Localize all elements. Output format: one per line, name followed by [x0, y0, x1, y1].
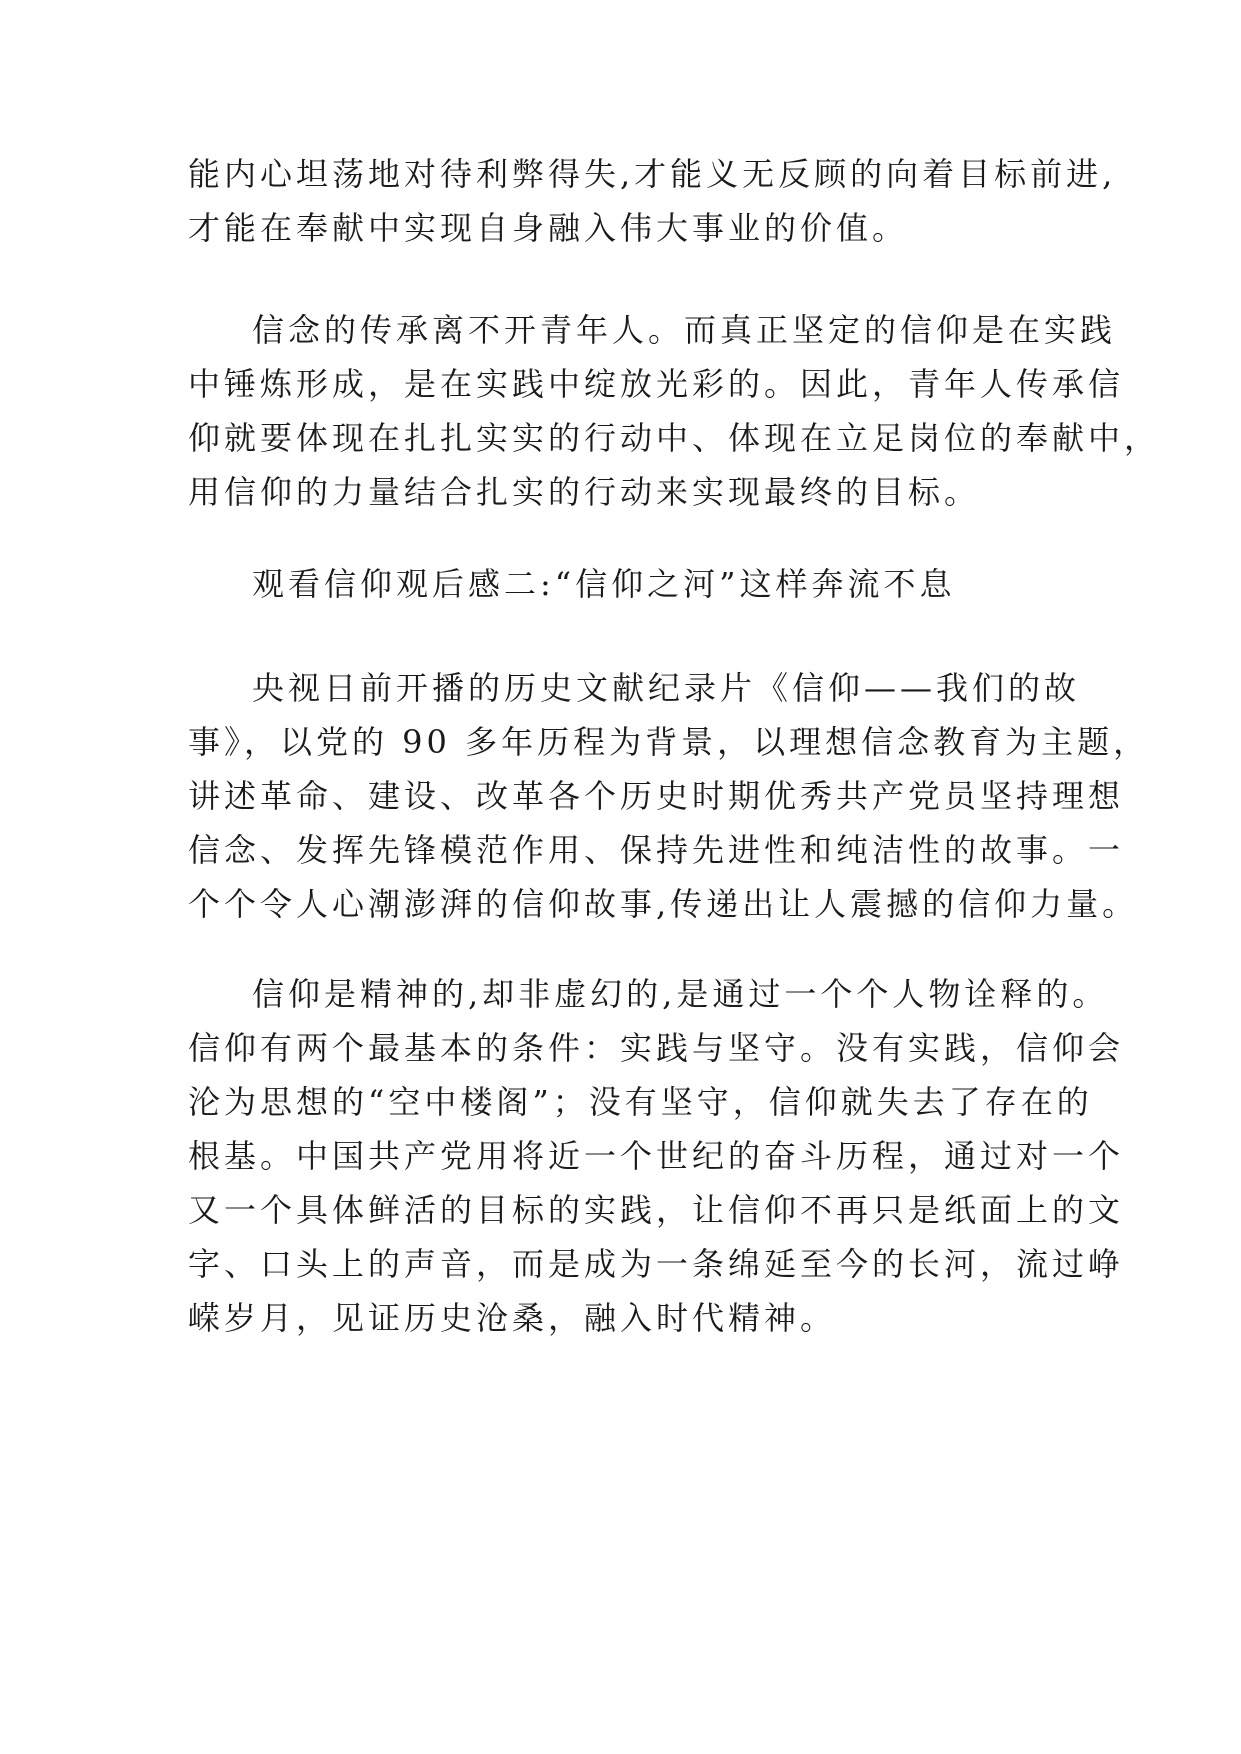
paragraph-line: 央视日前开播的历史文献纪录片《信仰——我们的故: [252, 669, 1081, 707]
paragraph-line: 信仰有两个最基本的条件：实践与坚守。没有实践，信仰会: [188, 1029, 1125, 1067]
paragraph-4: [188, 967, 1125, 1345]
paragraph-2: [188, 303, 1161, 519]
paragraph-line: 信念的传承离不开青年人。而真正坚定的信仰是在实践: [252, 311, 1117, 349]
paragraph-line: 信仰是精神的,却非虚幻的,是通过一个个人物诠释的。: [252, 975, 1109, 1013]
paragraph-line: 中锤炼形成，是在实践中绽放光彩的。因此，青年人传承信: [188, 365, 1125, 403]
paragraph-line: 又一个具体鲜活的目标的实践，让信仰不再只是纸面上的文: [188, 1191, 1125, 1229]
paragraph-line: 用信仰的力量结合扎实的行动来实现最终的目标。: [188, 473, 981, 511]
paragraph-line: 讲述革命、建设、改革各个历史时期优秀共产党员坚持理想: [188, 777, 1125, 815]
paragraph-1: [188, 147, 1117, 255]
paragraph-3: [188, 661, 1150, 931]
paragraph-line: 信念、发挥先锋模范作用、保持先进性和纯洁性的故事。一: [188, 831, 1125, 869]
paragraph-line: 事》，以党的 90 多年历程为背景，以理想信念教育为主题，: [188, 723, 1150, 761]
paragraph-line: 根基。中国共产党用将近一个世纪的奋斗历程，通过对一个: [188, 1137, 1125, 1175]
paragraph-line: 能内心坦荡地对待利弊得失,才能义无反顾的向着目标前进,: [188, 155, 1117, 193]
section-heading: [188, 557, 1058, 611]
paragraph-line: 字、口头上的声音，而是成为一条绵延至今的长河，流过峥: [188, 1245, 1125, 1283]
section-heading-text: 观看信仰观后感二:“信仰之河”这样奔流不息: [252, 565, 956, 603]
paragraph-line: 沦为思想的“空中楼阁”；没有坚守，信仰就失去了存在的: [188, 1083, 1093, 1121]
paragraph-line: 嵘岁月，见证历史沧桑，融入时代精神。: [188, 1299, 837, 1337]
paragraph-line: 才能在奉献中实现自身融入伟大事业的价值。: [188, 209, 909, 247]
paragraph-line: 个个令人心潮澎湃的信仰故事,传递出让人震撼的信仰力量。: [188, 885, 1139, 923]
paragraph-line: 仰就要体现在扎扎实实的行动中、体现在立足岗位的奉献中，: [188, 419, 1161, 457]
